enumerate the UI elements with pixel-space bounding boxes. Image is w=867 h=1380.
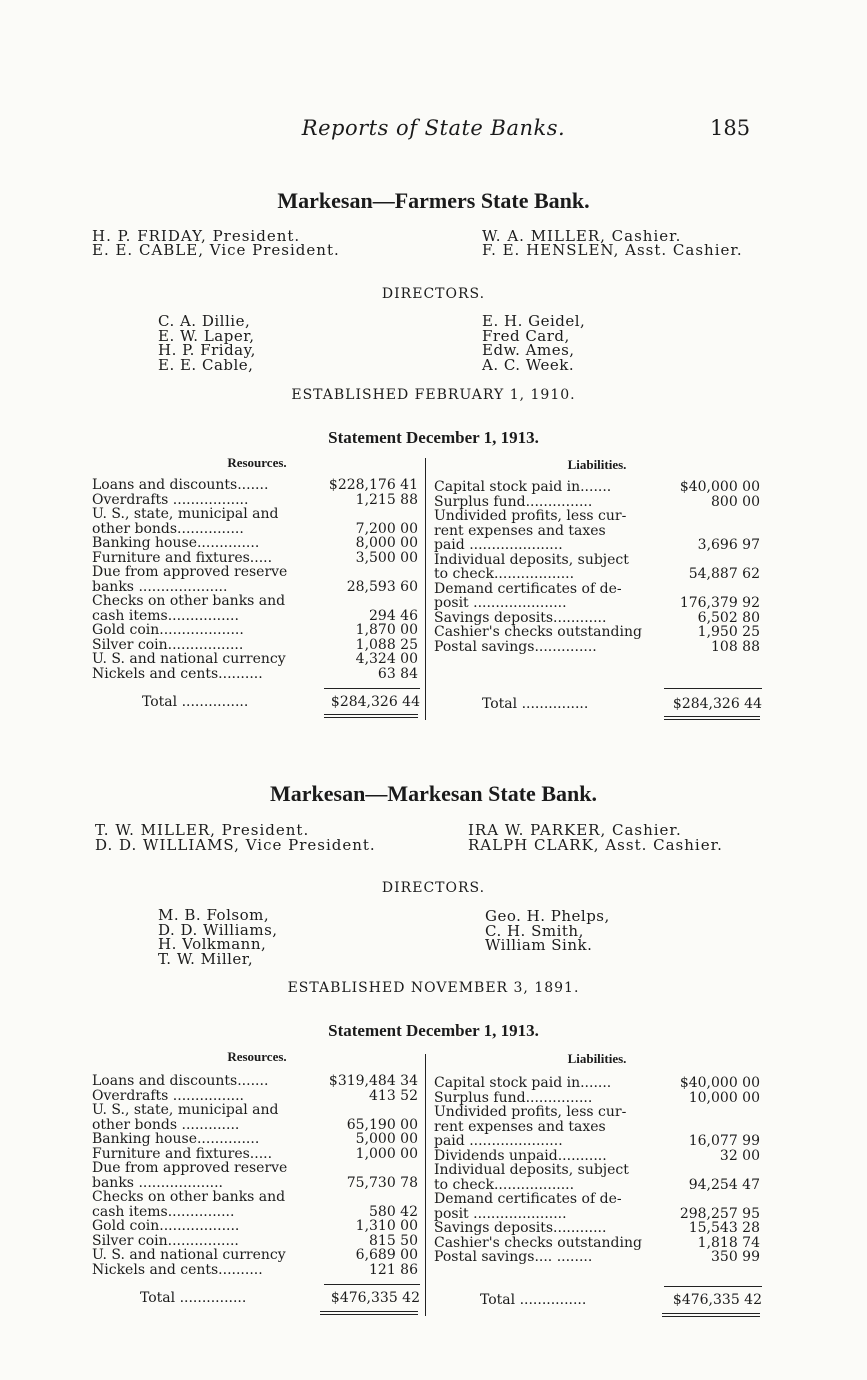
director: Geo. H. Phelps, bbox=[485, 907, 610, 925]
directors-heading: DIRECTORS. bbox=[381, 880, 486, 896]
resources-list bbox=[92, 1074, 420, 1277]
director: Fred Card, bbox=[482, 326, 570, 345]
resource-row: Furniture and fixtures..... 3,500 00 bbox=[92, 549, 418, 566]
resources-total-row bbox=[140, 1290, 420, 1306]
liability-row: Individual deposits, subject bbox=[434, 1163, 629, 1178]
liability-row: Individual deposits, subject bbox=[434, 552, 629, 567]
resource-row: U. S. and national currency 6,689 00 bbox=[92, 1247, 418, 1263]
officer-president: T. W. MILLER, President. bbox=[95, 821, 310, 839]
director: H. Volkmann, bbox=[158, 935, 267, 953]
director: E. E. Cable, bbox=[158, 355, 254, 374]
director: William Sink. bbox=[485, 936, 593, 954]
officer-president: H. P. FRIDAY, President. bbox=[92, 227, 301, 245]
liability-row: Postal savings.............. 108 88 bbox=[434, 638, 760, 655]
resource-row: Checks on other banks and bbox=[92, 1190, 286, 1205]
resource-row: Overdrafts ................. 1,215 88 bbox=[92, 491, 418, 508]
liabilities-heading: Liabilities. bbox=[567, 457, 627, 472]
double-rule bbox=[324, 714, 418, 718]
resource-row: Overdrafts ................ 413 52 bbox=[92, 1087, 418, 1104]
total-amount: $476,335 42 bbox=[330, 1290, 420, 1306]
total-rule bbox=[324, 1284, 420, 1285]
director: M. B. Folsom, bbox=[158, 906, 270, 924]
resource-row: Silver coin................ 815 50 bbox=[92, 1232, 418, 1249]
bank-title: Markesan—Markesan State Bank. bbox=[270, 781, 597, 806]
liability-row: to check.................. 94,254 47 bbox=[434, 1176, 760, 1193]
liability-row: Cashier's checks outstanding 1,950 25 bbox=[434, 624, 760, 640]
liability-row: Demand certificates of de- bbox=[434, 581, 622, 596]
officer-asst-cashier: RALPH CLARK, Asst. Cashier. bbox=[468, 836, 723, 854]
liability-row: Capital stock paid in....... $40,000 00 bbox=[434, 479, 760, 495]
liability-row: Savings deposits............ 15,543 28 bbox=[434, 1220, 760, 1236]
directors-right bbox=[485, 909, 610, 953]
director: E. W. Laper, bbox=[158, 326, 255, 345]
officer-vice-president: D. D. WILLIAMS, Vice President. bbox=[95, 836, 376, 854]
resource-row: U. S. and national currency 4,324 00 bbox=[92, 651, 418, 667]
directors-heading: DIRECTORS. bbox=[381, 286, 486, 302]
liability-row: Postal savings.... ........ 350 99 bbox=[434, 1249, 760, 1265]
resource-row: Banking house.............. 5,000 00 bbox=[92, 1131, 418, 1147]
running-header-title: Reports of State Banks. bbox=[301, 116, 566, 140]
resource-row: Furniture and fixtures..... 1,000 00 bbox=[92, 1145, 418, 1162]
resource-row: cash items................ 294 46 bbox=[92, 607, 418, 624]
total-rule bbox=[324, 688, 420, 689]
director: C. A. Dillie, bbox=[158, 312, 251, 330]
resource-row: Checks on other banks and bbox=[92, 594, 286, 609]
column-divider bbox=[425, 458, 426, 720]
officer-asst-cashier: F. E. HENSLEN, Asst. Cashier. bbox=[482, 241, 743, 259]
liability-row: Capital stock paid in....... $40,000 00 bbox=[434, 1075, 760, 1091]
established-date: ESTABLISHED FEBRUARY 1, 1910. bbox=[291, 387, 576, 403]
directors-left bbox=[158, 314, 256, 372]
liability-row: Cashier's checks outstanding 1,818 74 bbox=[434, 1234, 760, 1251]
resource-row: Loans and discounts....... $228,176 41 bbox=[92, 477, 418, 493]
liabilities-heading: Liabilities. bbox=[567, 1051, 627, 1066]
liability-row: Savings deposits............ 6,502 80 bbox=[434, 609, 760, 626]
liability-row: Dividends unpaid........... 32 00 bbox=[434, 1147, 760, 1164]
liability-row: paid ..................... 16,077 99 bbox=[434, 1133, 760, 1149]
liability-row: Surplus fund............... 10,000 00 bbox=[434, 1089, 760, 1106]
resources-list bbox=[92, 478, 420, 681]
resource-row: Loans and discounts....... $319,484 34 bbox=[92, 1073, 418, 1089]
total-label: Total ............... bbox=[480, 1292, 587, 1308]
double-rule bbox=[664, 716, 760, 720]
liabilities-list bbox=[434, 1076, 762, 1265]
statement-heading: Statement December 1, 1913. bbox=[328, 1021, 539, 1040]
total-rule bbox=[664, 1286, 762, 1287]
total-label: Total ............... bbox=[140, 1290, 247, 1306]
liability-row: Demand certificates of de- bbox=[434, 1192, 622, 1207]
liability-row: posit ..................... 176,379 92 bbox=[434, 595, 760, 611]
resources-heading: Resources. bbox=[227, 455, 287, 470]
officer-cashier: IRA W. PARKER, Cashier. bbox=[468, 821, 682, 839]
resource-row: Nickels and cents.......... 63 84 bbox=[92, 665, 418, 682]
liabilities-total-row bbox=[482, 696, 762, 712]
page-number: 185 bbox=[710, 116, 751, 140]
liability-row: rent expenses and taxes bbox=[434, 1119, 606, 1134]
resources-heading: Resources. bbox=[227, 1049, 287, 1064]
officer-vice-president: E. E. CABLE, Vice President. bbox=[92, 241, 340, 259]
resource-row: U. S., state, municipal and bbox=[92, 1103, 279, 1118]
total-label: Total ............... bbox=[482, 696, 589, 712]
director: Edw. Ames, bbox=[482, 341, 575, 359]
resource-row: Due from approved reserve bbox=[92, 1161, 288, 1176]
officer-cashier: W. A. MILLER, Cashier. bbox=[482, 227, 682, 245]
column-divider bbox=[425, 1054, 426, 1316]
statement-heading: Statement December 1, 1913. bbox=[328, 428, 539, 447]
directors-right bbox=[482, 314, 585, 372]
resources-total-row bbox=[142, 694, 420, 710]
liability-row: Undivided profits, less cur- bbox=[434, 509, 627, 524]
resource-row: Gold coin.................. 1,310 00 bbox=[92, 1218, 418, 1234]
resource-row: Due from approved reserve bbox=[92, 565, 288, 580]
total-amount: $284,326 44 bbox=[330, 694, 420, 710]
directors-left bbox=[158, 908, 278, 966]
resource-row: Banking house.............. 8,000 00 bbox=[92, 535, 418, 551]
double-rule bbox=[320, 1311, 418, 1315]
established-date: ESTABLISHED NOVEMBER 3, 1891. bbox=[287, 980, 580, 996]
total-rule bbox=[664, 688, 762, 689]
liability-row: to check.................. 54,887 62 bbox=[434, 566, 760, 582]
resource-row: banks .................... 28,593 60 bbox=[92, 578, 418, 595]
director: H. P. Friday, bbox=[158, 341, 256, 359]
resource-row: U. S., state, municipal and bbox=[92, 507, 279, 522]
resource-row: Nickels and cents.......... 121 86 bbox=[92, 1261, 418, 1278]
double-rule bbox=[662, 1313, 760, 1317]
director: T. W. Miller, bbox=[158, 949, 254, 968]
resource-row: Silver coin................. 1,088 25 bbox=[92, 636, 418, 653]
director: E. H. Geidel, bbox=[482, 312, 586, 330]
bank-title: Markesan—Farmers State Bank. bbox=[277, 188, 590, 213]
director: A. C. Week. bbox=[482, 355, 575, 374]
resource-row: other bonds............... 7,200 00 bbox=[92, 520, 418, 537]
liability-row: Surplus fund............... 800 00 bbox=[434, 493, 760, 510]
total-amount: $476,335 42 bbox=[672, 1292, 762, 1308]
total-amount: $284,326 44 bbox=[672, 696, 762, 712]
resource-row: Gold coin................... 1,870 00 bbox=[92, 622, 418, 638]
director: D. D. Williams, bbox=[158, 920, 278, 939]
liabilities-total-row bbox=[480, 1292, 762, 1308]
liability-row: paid ..................... 3,696 97 bbox=[434, 537, 760, 553]
resource-row: cash items............... 580 42 bbox=[92, 1203, 418, 1220]
liability-row: rent expenses and taxes bbox=[434, 523, 606, 538]
resource-row: other bonds ............. 65,190 00 bbox=[92, 1116, 418, 1133]
total-label: Total ............... bbox=[142, 694, 249, 710]
liability-row: posit ..................... 298,257 95 bbox=[434, 1205, 760, 1222]
liability-row: Undivided profits, less cur- bbox=[434, 1105, 627, 1120]
director: C. H. Smith, bbox=[485, 921, 584, 940]
liabilities-list bbox=[434, 480, 762, 654]
resource-row: banks ................... 75,730 78 bbox=[92, 1174, 418, 1191]
